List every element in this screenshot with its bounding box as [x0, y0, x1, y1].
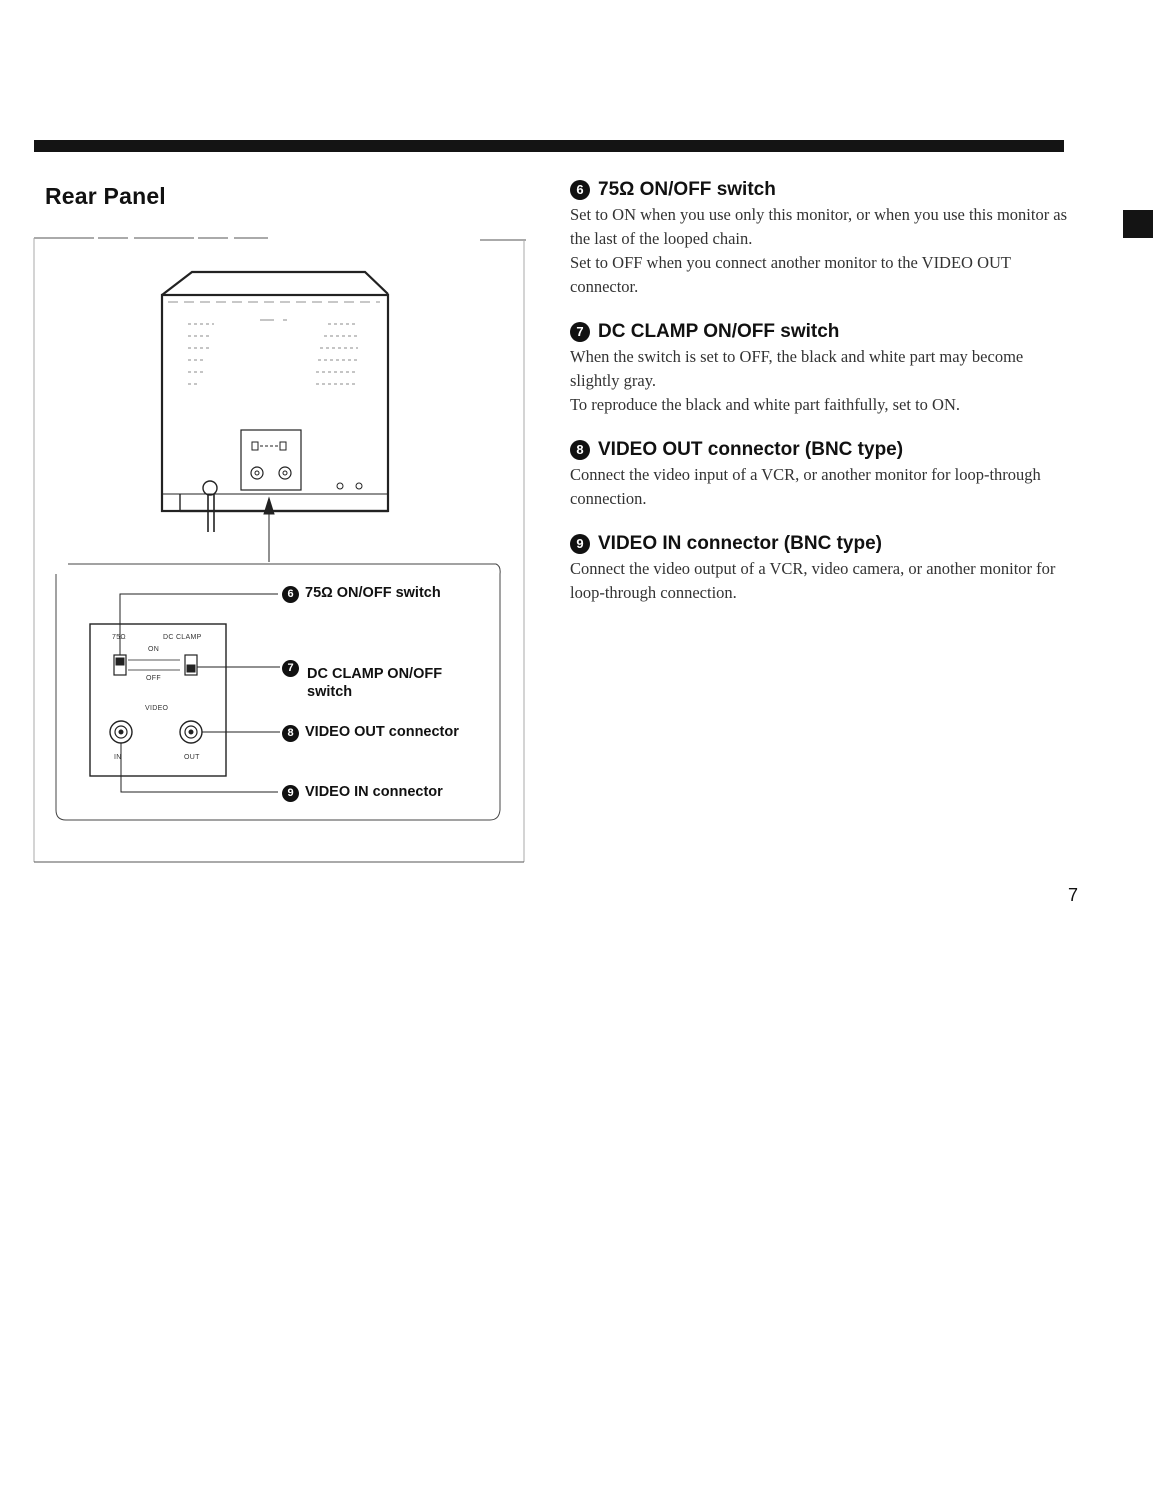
callout-7-label: DC CLAMP ON/OFF switch [307, 666, 443, 700]
item-heading: 75Ω ON/OFF switch [598, 179, 776, 200]
section-thumb-tab [1123, 210, 1153, 238]
item-paragraph: To reproduce the black and white part faithfully, set to ON. [570, 395, 960, 414]
section-title: Rear Panel [45, 183, 166, 209]
monitor-rear [162, 272, 388, 532]
item-heading: VIDEO IN connector (BNC type) [598, 533, 882, 554]
top-rule [34, 140, 1064, 152]
page-number: 7 [1068, 885, 1079, 905]
item-number-badge: 8 [570, 440, 590, 460]
callout-7 [282, 658, 305, 677]
item-number-badge: 9 [570, 534, 590, 554]
pointer-arrow [264, 498, 274, 562]
item-paragraph: Connect the video input of a VCR, or another monitor for loop-through connection. [570, 465, 1041, 508]
panel-label-on: ON [148, 646, 160, 653]
item-dc-clamp-switch [570, 320, 1070, 417]
panel-label-off: OFF [146, 675, 161, 682]
diagram-frame [34, 238, 526, 862]
panel-label-in: IN [114, 754, 122, 761]
item-descriptions [570, 178, 1070, 626]
callout-9 [282, 783, 443, 802]
item-paragraph: Set to ON when you use only this monitor, or when you use this monitor as the last of the looped chain. [570, 205, 1068, 248]
callout-8-label: VIDEO OUT connector [305, 724, 459, 740]
item-number-badge: 7 [570, 322, 590, 342]
callout-6-label: 75Ω ON/OFF switch [305, 585, 441, 601]
callout-9-number: 9 [282, 785, 299, 802]
item-paragraph: When the switch is set to OFF, the black and white part may become slightly gray. [570, 347, 1024, 390]
item-heading: DC CLAMP ON/OFF switch [598, 321, 840, 342]
item-heading: VIDEO OUT connector (BNC type) [598, 439, 904, 460]
callout-9-label: VIDEO IN connector [305, 784, 443, 800]
callout-6-number: 6 [282, 586, 299, 603]
item-paragraph: Connect the video output of a VCR, video camera, or another monitor for loop-through connection. [570, 559, 1056, 602]
rear-panel-diagram [28, 232, 528, 872]
rear-panel-illustration [28, 232, 528, 872]
panel-label-video: VIDEO [145, 705, 169, 712]
panel-label-dc-clamp: DC CLAMP [163, 634, 202, 641]
panel-label-75ohm: 75Ω [112, 634, 126, 641]
callout-7-number: 7 [282, 660, 299, 677]
item-video-in-connector [570, 532, 1070, 605]
callout-8 [282, 723, 459, 742]
callout-8-number: 8 [282, 725, 299, 742]
item-75ohm-switch [570, 178, 1070, 299]
item-paragraph: Set to OFF when you connect another monitor to the VIDEO OUT connector. [570, 253, 1011, 296]
panel-label-out: OUT [184, 754, 200, 761]
item-video-out-connector [570, 438, 1070, 511]
item-number-badge: 6 [570, 180, 590, 200]
callout-6 [282, 584, 441, 603]
